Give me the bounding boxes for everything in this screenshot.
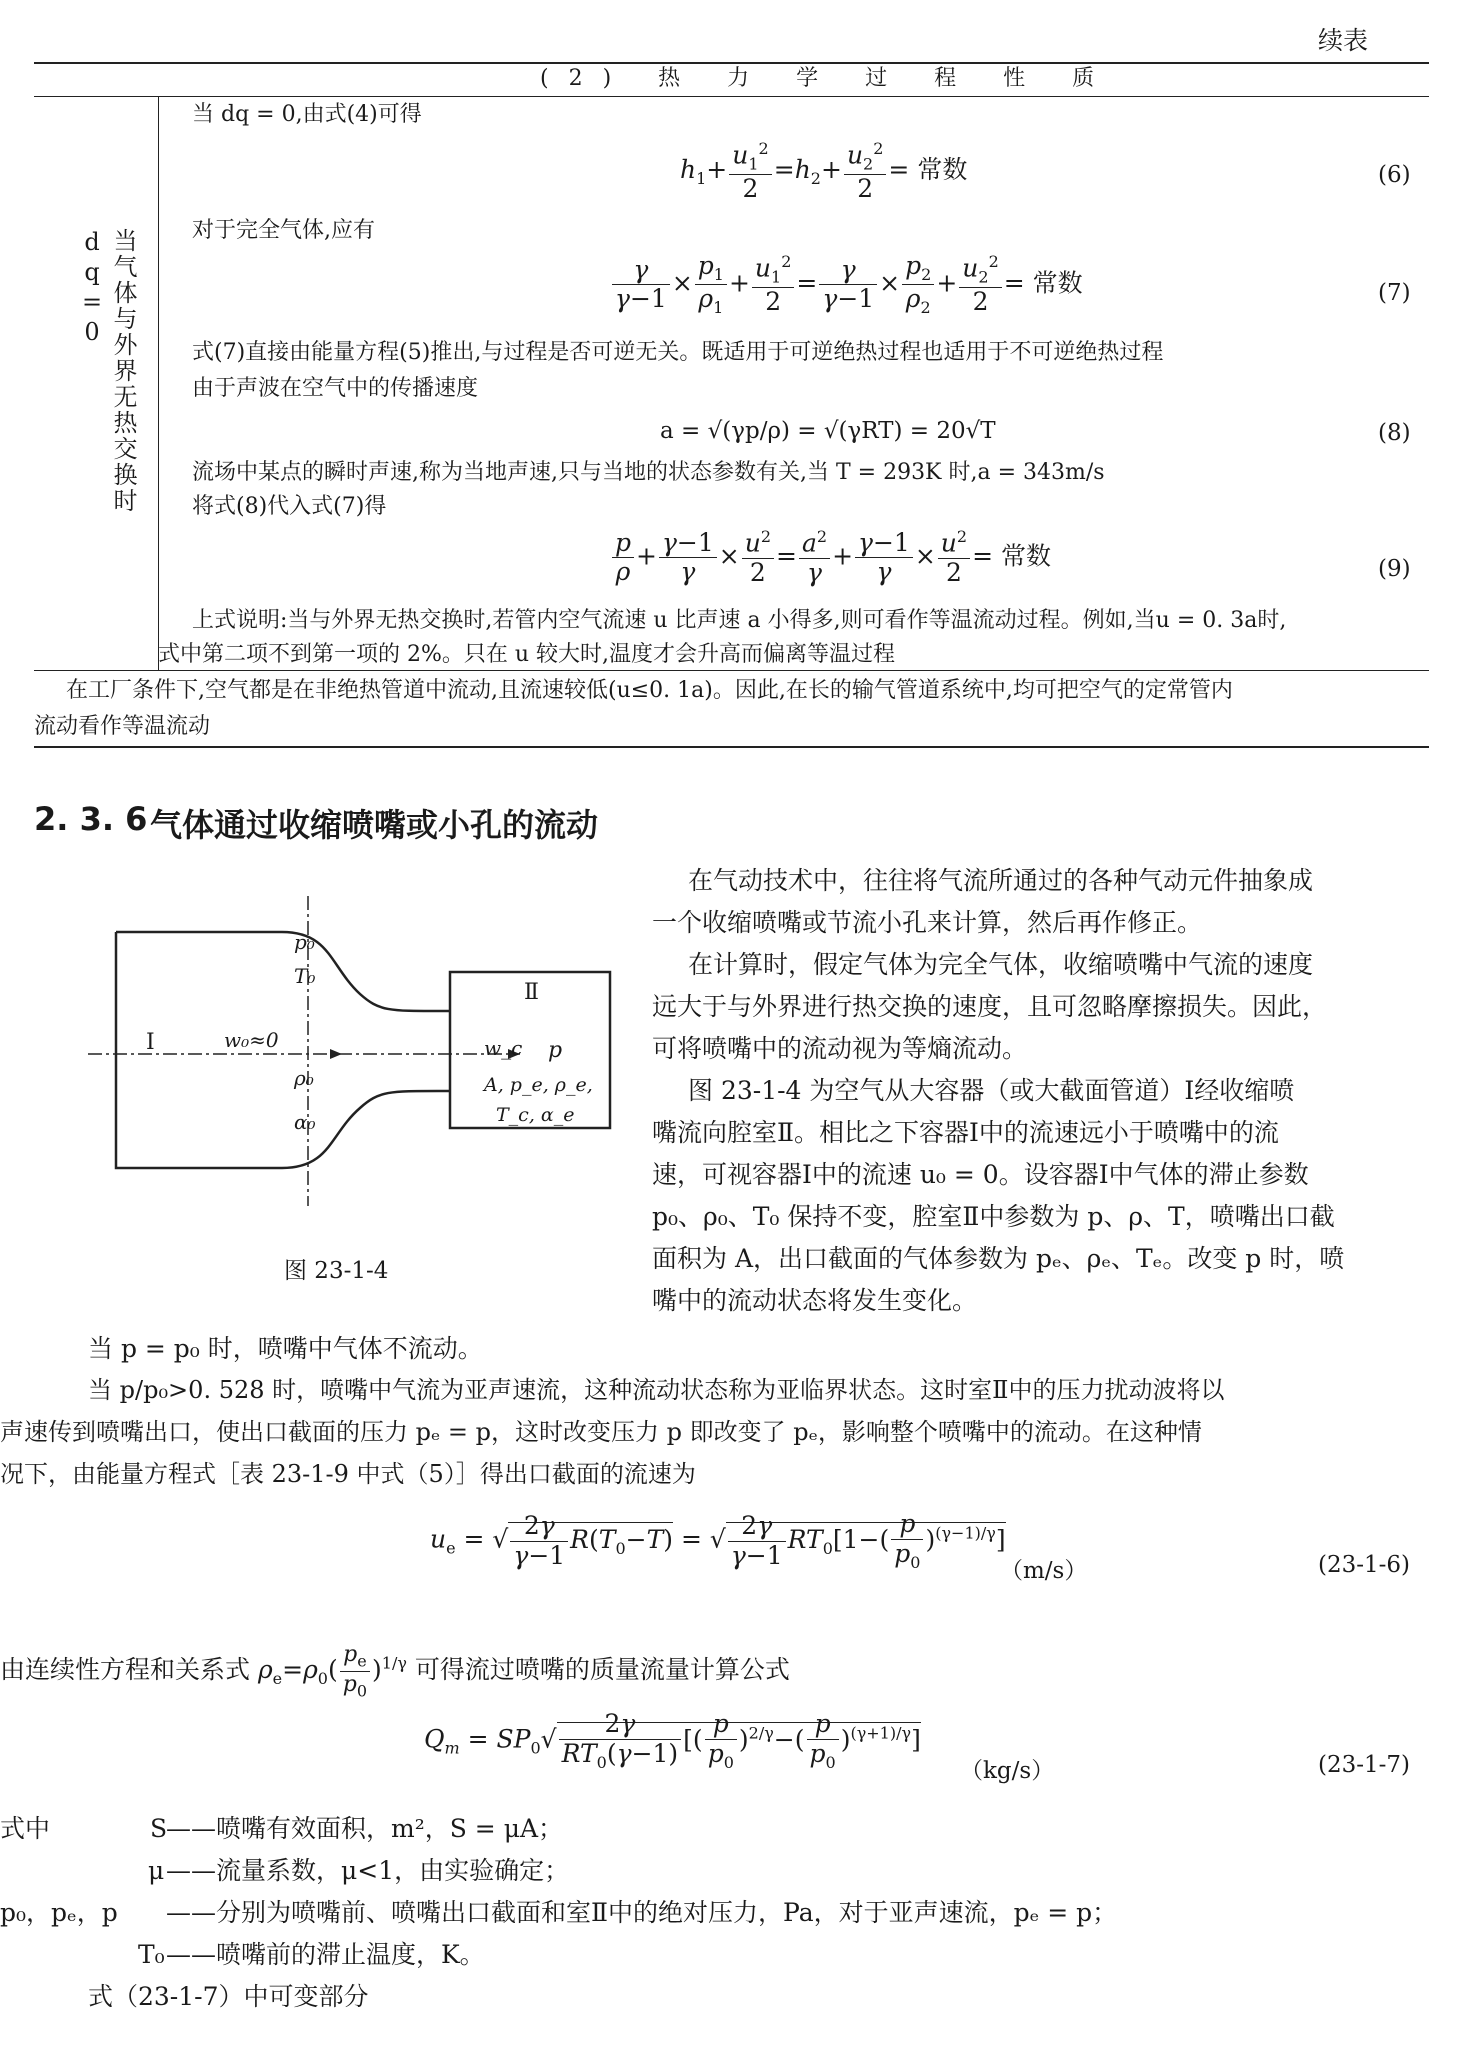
- def-text: ——分别为喷嘴前、喷嘴出口截面和室Ⅱ中的绝对压力，Pa，对于亚声速流，pₑ = p；: [166, 1898, 1118, 1927]
- intro-line: 图 23-1-4 为空气从大容器（或大截面管道）Ⅰ经收缩喷: [688, 1076, 1295, 1105]
- figure-caption: 图 23-1-4: [284, 1258, 389, 1284]
- equation-7: $\frac{\gamma}{\gamma-1}$ × $\frac{p_1}{\rho_1}$ + $\frac{u_1^2}{2}$ = $\frac{\gamma}{\gamma-1}$ × $\frac{p_2}{\rho_2}$ + $\frac{u_2^2}{2}$ = 常数: [610, 252, 1083, 318]
- fig-label-region1: Ⅰ: [146, 1030, 155, 1055]
- eq7-unit: （kg/s）: [960, 1758, 1055, 1784]
- eq6-unit: （m/s）: [1000, 1558, 1088, 1584]
- body-line: 式（23-1-7）中可变部分: [88, 1982, 369, 2011]
- fig-label-rho0: ρ₀: [294, 1066, 314, 1090]
- intro-line: 一个收缩喷嘴或节流小孔来计算，然后再作修正。: [652, 908, 1203, 937]
- fig-label-wc: w_c: [484, 1036, 523, 1060]
- def-text: ——流量系数，μ<1，由实验确定；: [166, 1856, 570, 1885]
- table-line: 由于声波在空气中的传播速度: [192, 376, 479, 401]
- equation-23-1-7: $Q_m = SP_0√$ $\frac{2\gamma}{RT_0(\gamma-1)}$ [( $\frac{p}{p_0}$ )$^{2/\gamma}$−( $\frac{p}{p_0}$ )$^{(\gamma+1)/\gamma}$]: [424, 1709, 921, 1772]
- table-line: 将式(8)代入式(7)得: [192, 494, 387, 519]
- def-sym: T₀: [138, 1940, 165, 1969]
- fig-label-exit1: A, p_e, ρ_e,: [484, 1074, 593, 1096]
- fig-label-region2: Ⅱ: [524, 980, 539, 1005]
- fig-label-w0: w₀≈0: [224, 1028, 279, 1052]
- intro-line: 在计算时，假定气体为完全气体，收缩喷嘴中气流的速度: [688, 950, 1314, 979]
- intro-line: 速，可视容器Ⅰ中的流速 u₀ = 0。设容器Ⅰ中气体的滞止参数: [652, 1160, 1309, 1189]
- table-line: 式(7)直接由能量方程(5)推出,与过程是否可逆无关。既适用于可逆绝热过程也适用于不可逆绝热过程: [192, 340, 1164, 365]
- eq-number-6: (6): [1378, 162, 1411, 188]
- intro-line: p₀、ρ₀、T₀ 保持不变，腔室Ⅱ中参数为 p、ρ、T，喷嘴出口截: [652, 1202, 1335, 1231]
- eq-number-23-1-6: (23-1-6): [1318, 1552, 1411, 1578]
- fig-label-t0: T₀: [294, 964, 316, 988]
- fig-label-alpha0: α₀: [294, 1110, 316, 1134]
- table-section-header: (2) 热 力 学 过 程 性 质: [540, 66, 1115, 91]
- fig-label-exit2: T_c, α_e: [496, 1104, 575, 1126]
- body-line: 由连续性方程和关系式 $\rho_e=\rho_0$( $\frac{p_e}{p_0}$ )$^{1/\gamma}$ 可得流过喷嘴的质量流量计算公式: [0, 1642, 790, 1701]
- eq-number-7: (7): [1378, 280, 1411, 306]
- table-bottom-rule: [34, 746, 1429, 748]
- section-title: 气体通过收缩喷嘴或小孔的流动: [150, 806, 599, 844]
- def-text: ——喷嘴有效面积，m²，S = μA；: [166, 1814, 563, 1843]
- intro-line: 在气动技术中，往往将气流所通过的各种气动元件抽象成: [688, 866, 1314, 895]
- intro-line: 可将喷嘴中的流动视为等熵流动。: [652, 1034, 1028, 1063]
- eq-number-9: (9): [1378, 556, 1411, 582]
- fig-label-p: p: [548, 1038, 563, 1063]
- intro-line: 面积为 A，出口截面的气体参数为 pₑ、ρₑ、Tₑ。改变 p 时，喷: [652, 1244, 1345, 1273]
- table-column-divider: [158, 96, 159, 670]
- table-footer: 在工厂条件下,空气都是在非绝热管道中流动,且流速较低(u≤0. 1a)。因此,在长的输气管道系统中,均可把空气的定常管内: [66, 678, 1233, 703]
- continuity-prefix: 由连续性方程和关系式: [0, 1654, 251, 1684]
- section-number: 2. 3. 6: [34, 800, 148, 838]
- const-text: = 常数: [888, 155, 968, 185]
- continuity-suffix: 可得流过喷嘴的质量流量计算公式: [414, 1654, 790, 1684]
- equation-9: $\frac{p}{\rho}$ + $\frac{\gamma-1}{\gamma}$ × $\frac{u^2}{2}$ = $\frac{a^2}{\gamma}$ + $\frac{\gamma-1}{\gamma}$ × $\frac{u^2}{2}$ = 常数: [610, 528, 1051, 588]
- body-line: 当 p = p₀ 时，喷嘴中气体不流动。: [88, 1334, 483, 1363]
- table-line: 式中第二项不到第一项的 2%。只在 u 较大时,温度才会升高而偏离等温过程: [158, 642, 896, 667]
- nozzle-figure: [80, 896, 650, 1206]
- equation-6: $h_1+$ $\frac{u_1^2}{2}$ $=h_2+$ $\frac{u_2^2}{2}$ = 常数: [680, 139, 968, 203]
- intro-line: 远大于与外界进行热交换的速度，且可忽略摩擦损失。因此，: [652, 992, 1328, 1021]
- table-line: 对于完全气体,应有: [192, 218, 375, 243]
- const-text: = 常数: [972, 541, 1051, 571]
- continued-label: 续表: [1318, 26, 1369, 55]
- eq-number-8: (8): [1378, 420, 1411, 446]
- body-line: 当 p/p₀>0. 528 时，喷嘴中气流为亚声速流，这种流动状态称为亚临界状态。这时室Ⅱ中的压力扰动波将以: [88, 1376, 1225, 1404]
- eq-number-23-1-7: (23-1-7): [1318, 1752, 1411, 1778]
- table-footer: 流动看作等温流动: [34, 714, 211, 739]
- equation-8: a = √(γp/ρ) = √(γRT) = 20√T: [660, 418, 996, 444]
- def-sym: p₀，pₑ，p: [0, 1898, 118, 1927]
- where-label: 式中: [0, 1814, 51, 1843]
- fig-label-p0: p₀: [294, 930, 315, 954]
- intro-line: 嘴流向腔室Ⅱ。相比之下容器Ⅰ中的流速远小于喷嘴中的流: [652, 1118, 1279, 1147]
- table-line: 流场中某点的瞬时声速,称为当地声速,只与当地的状态参数有关,当 T = 293K 时,a = 343m/s: [192, 460, 1105, 485]
- table-row-rule: [34, 670, 1429, 671]
- equation-23-1-6: $u_e$ = √ $\frac{2\gamma}{\gamma-1}$ $R(T_0-T)$ = √ $\frac{2\gamma}{\gamma-1}$ $RT_0[1-$( $\frac{p}{p_0}$ )$^{(\gamma-1)/\gamma}$]: [430, 1509, 1006, 1572]
- body-line: 声速传到喷嘴出口，使出口截面的压力 pₑ = p，这时改变压力 p 即改变了 pₑ，影响整个喷嘴中的流动。在这种情: [0, 1418, 1202, 1446]
- def-sym: S: [150, 1814, 168, 1843]
- table-line: 上式说明:当与外界无热交换时,若管内空气流速 u 比声速 a 小得多,则可看作等温流动过程。例如,当u = 0. 3a时,: [192, 608, 1287, 633]
- def-text: ——喷嘴前的滞止温度，K。: [166, 1940, 485, 1969]
- intro-line: 嘴中的流动状态将发生变化。: [652, 1286, 978, 1315]
- def-sym: μ: [148, 1856, 165, 1885]
- table-line: 当 dq = 0,由式(4)可得: [192, 102, 422, 127]
- table-top-rule: [34, 62, 1429, 64]
- table-header-rule: [34, 96, 1429, 97]
- const-text: = 常数: [1003, 268, 1083, 298]
- row-label: 当气体与外界无热交换时dq=0: [78, 228, 137, 514]
- body-line: 况下，由能量方程式［表 23-1-9 中式（5）］得出口截面的流速为: [0, 1460, 696, 1488]
